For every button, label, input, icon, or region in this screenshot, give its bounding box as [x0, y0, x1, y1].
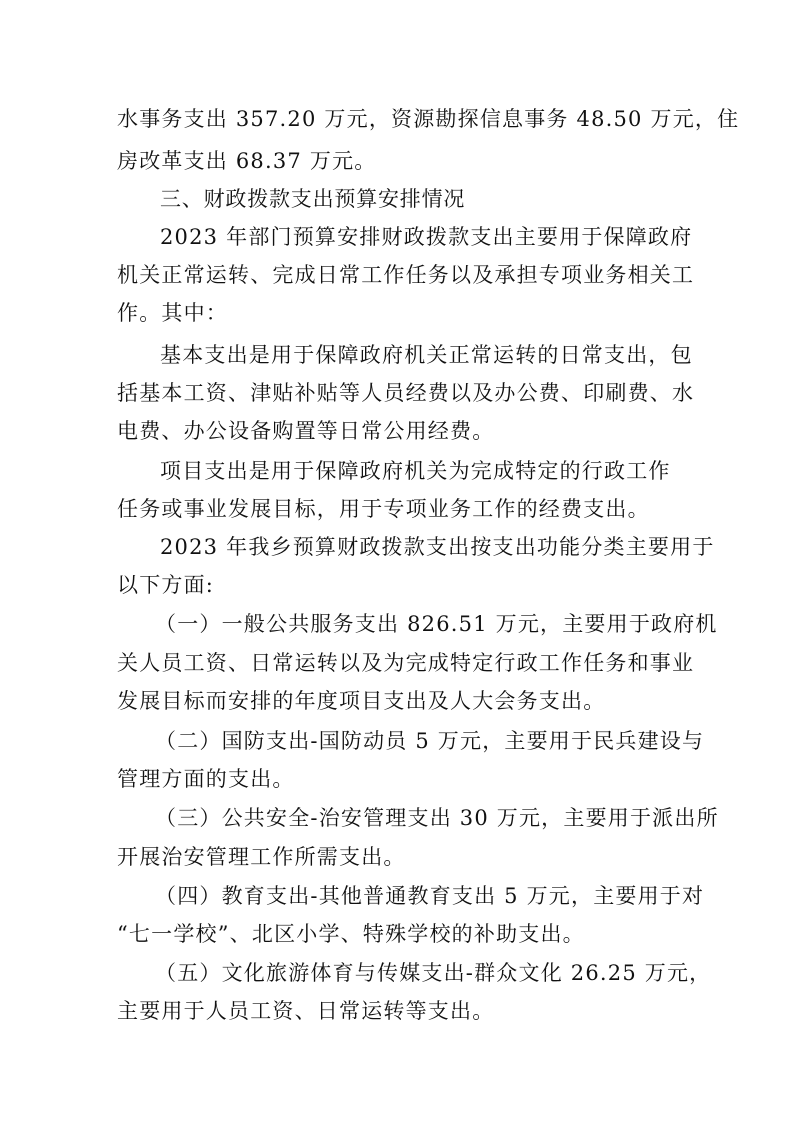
- paragraph-line: 房改革支出 68.37 万元。: [117, 149, 377, 173]
- paragraph-line: 电费、办公设备购置等日常公用经费。: [117, 419, 495, 443]
- paragraph-line: （三）公共安全-治安管理支出 30 万元，主要用于派出所: [155, 806, 719, 830]
- paragraph-line: 任务或事业发展目标，用于专项业务工作的经费支出。: [117, 497, 650, 521]
- paragraph-line: （五）文化旅游体育与传媒支出-群众文化 26.25 万元，: [155, 961, 712, 985]
- paragraph-line: 项目支出是用于保障政府机关为完成特定的行政工作: [160, 459, 671, 483]
- paragraph-line: 以下方面:: [117, 573, 215, 597]
- paragraph-line: 关人员工资、日常运转以及为完成特定行政工作任务和事业: [117, 651, 695, 675]
- paragraph-line: 基本支出是用于保障政府机关正常运转的日常支出，包: [160, 343, 693, 367]
- paragraph-line: 机关正常运转、完成日常工作任务以及承担专项业务相关工: [117, 263, 695, 287]
- paragraph-line: （二）国防支出-国防动员 5 万元，主要用于民兵建设与: [155, 729, 705, 753]
- paragraph-line: 2023 年部门预算安排财政拨款支出主要用于保障政府: [160, 225, 693, 249]
- section-heading: 三、财政拨款支出预算安排情况: [160, 187, 466, 211]
- paragraph-line: 主要用于人员工资、日常运转等支出。: [117, 999, 495, 1023]
- paragraph-line: 作。其中：: [117, 301, 228, 325]
- paragraph-line: （四）教育支出-其他普通教育支出 5 万元，主要用于对: [155, 884, 705, 908]
- paragraph-line: 管理方面的支出。: [117, 767, 295, 791]
- paragraph-line: 开展治安管理工作所需支出。: [117, 845, 406, 869]
- paragraph-line: 括基本工资、津贴补贴等人员经费以及办公费、印刷费、水: [117, 381, 695, 405]
- paragraph-line: 2023 年我乡预算财政拨款支出按支出功能分类主要用于: [160, 535, 715, 559]
- paragraph-line: 发展目标而安排的年度项目支出及人大会务支出。: [117, 689, 606, 713]
- paragraph-line: “七一学校”、北区小学、特殊学校的补助支出。: [117, 922, 585, 946]
- paragraph-line: （一）一般公共服务支出 826.51 万元，主要用于政府机: [155, 612, 718, 636]
- paragraph-line: 水事务支出 357.20 万元，资源勘探信息事务 48.50 万元，住: [117, 107, 740, 131]
